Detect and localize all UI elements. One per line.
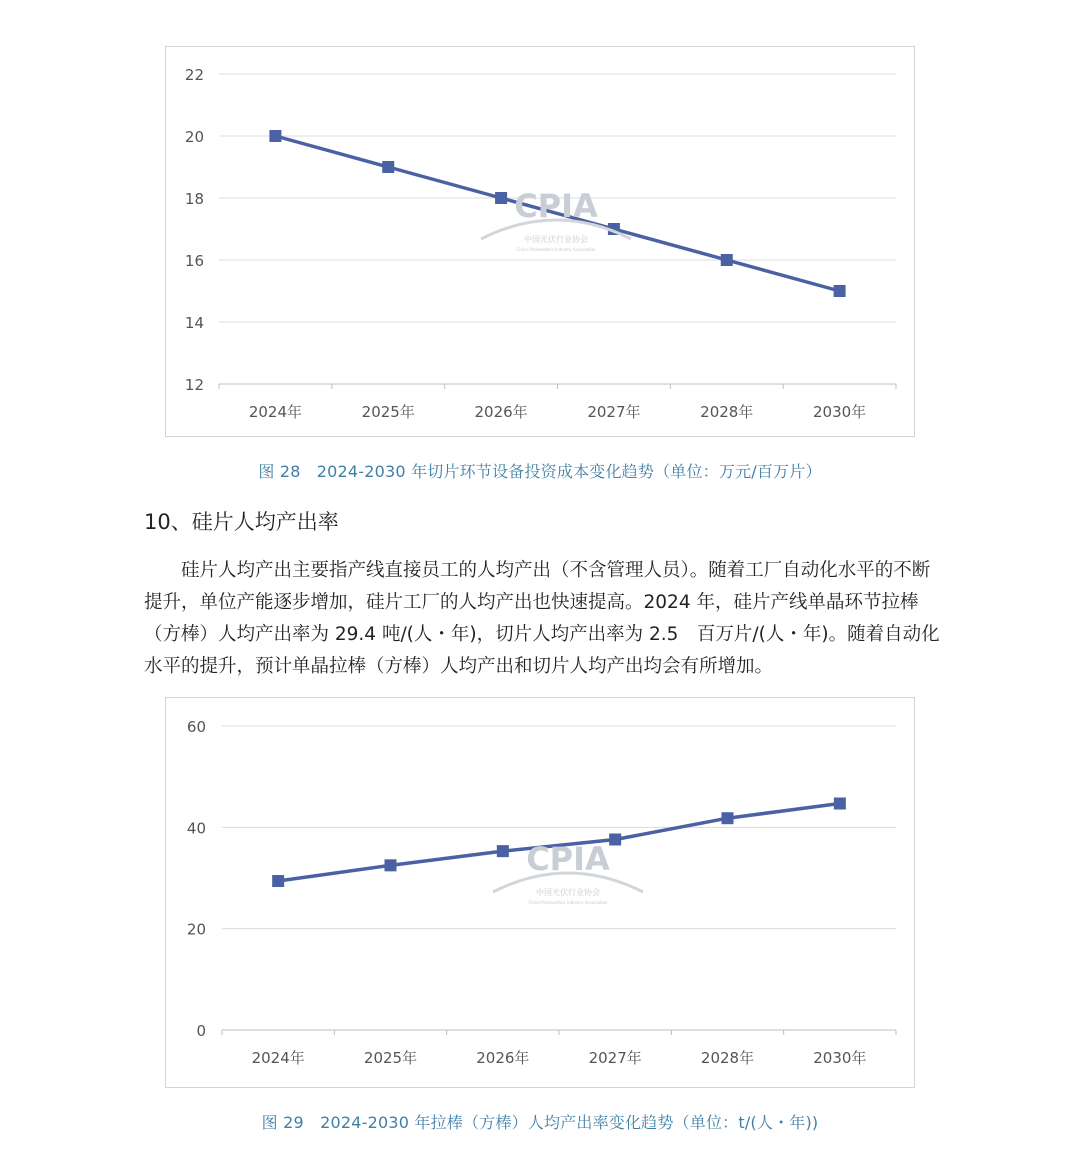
section-heading: 10、硅片人均产出率 [144,510,339,534]
y-tick-label: 12 [184,376,204,394]
svg-text:China Photovoltaic Industry As: China Photovoltaic Industry Association [528,900,608,905]
data-point [495,192,507,204]
data-point [385,859,397,871]
series-line [275,136,839,291]
chart1-plot [166,47,916,438]
x-tick-label: 2026年 [474,403,528,421]
data-point [272,875,284,887]
x-tick-label: 2024年 [251,1049,305,1067]
x-tick-label: 2027年 [588,1049,642,1067]
data-point [269,130,281,142]
x-tick-label: 2028年 [700,403,754,421]
x-tick-label: 2026年 [476,1049,530,1067]
figure-caption-29: 图 29 2024-2030 年拉棒（方棒）人均产出率变化趋势（单位：t/(人・年)) [261,1113,819,1132]
x-tick-label: 2027年 [587,403,641,421]
y-tick-label: 60 [186,718,206,736]
data-point [609,833,621,845]
x-tick-label: 2025年 [363,1049,418,1067]
svg-text:CPIA: CPIA [526,840,610,878]
chart2-plot [166,698,916,1089]
svg-text:CPIA: CPIA [514,187,598,225]
data-point [382,161,394,173]
series-line [278,804,840,882]
data-point [834,798,846,810]
y-tick-label: 0 [196,1022,206,1040]
y-tick-label: 16 [184,252,204,270]
x-tick-label: 2028年 [700,1049,755,1067]
y-tick-label: 18 [184,190,204,208]
x-tick-label: 2025年 [361,403,415,421]
svg-text:China Photovoltaic Industry As: China Photovoltaic Industry Association [516,247,596,252]
chart-cutting-equipment-cost [165,46,915,437]
y-tick-label: 22 [184,66,204,84]
data-point [608,223,620,235]
figure-caption-28: 图 28 2024-2030 年切片环节设备投资成本变化趋势（单位：万元/百万片） [258,462,822,481]
y-tick-label: 20 [184,128,204,146]
x-tick-label: 2030年 [813,1049,867,1067]
data-point [722,812,734,824]
data-point [497,845,509,857]
y-tick-label: 14 [184,314,204,332]
chart-per-capita-output [165,697,915,1088]
data-point [721,254,733,266]
svg-text:中国光伏行业协会: 中国光伏行业协会 [536,888,600,897]
data-point [834,285,846,297]
x-tick-label: 2030年 [812,403,867,421]
svg-text:中国光伏行业协会: 中国光伏行业协会 [524,235,588,244]
x-tick-label: 2024年 [248,403,303,421]
y-tick-label: 20 [186,920,206,939]
body-paragraph: 硅片人均产出主要指产线直接员工的人均产出（不含管理人员）。随着工厂自动化水平的不断提升，单位产能逐步增加，硅片工厂的人均产出也快速提高。2024 年，硅片产线单晶环节拉棒（方棒）人均产出率为 29.4 吨/(人・年)，切片人均产出率为 2.5 百万片/(人・年)。随着自动化水平的提升，预计单晶拉棒（方棒）人均产出和切片人均产出均会有所增加。 [144,560,940,677]
y-tick-label: 40 [186,819,206,838]
